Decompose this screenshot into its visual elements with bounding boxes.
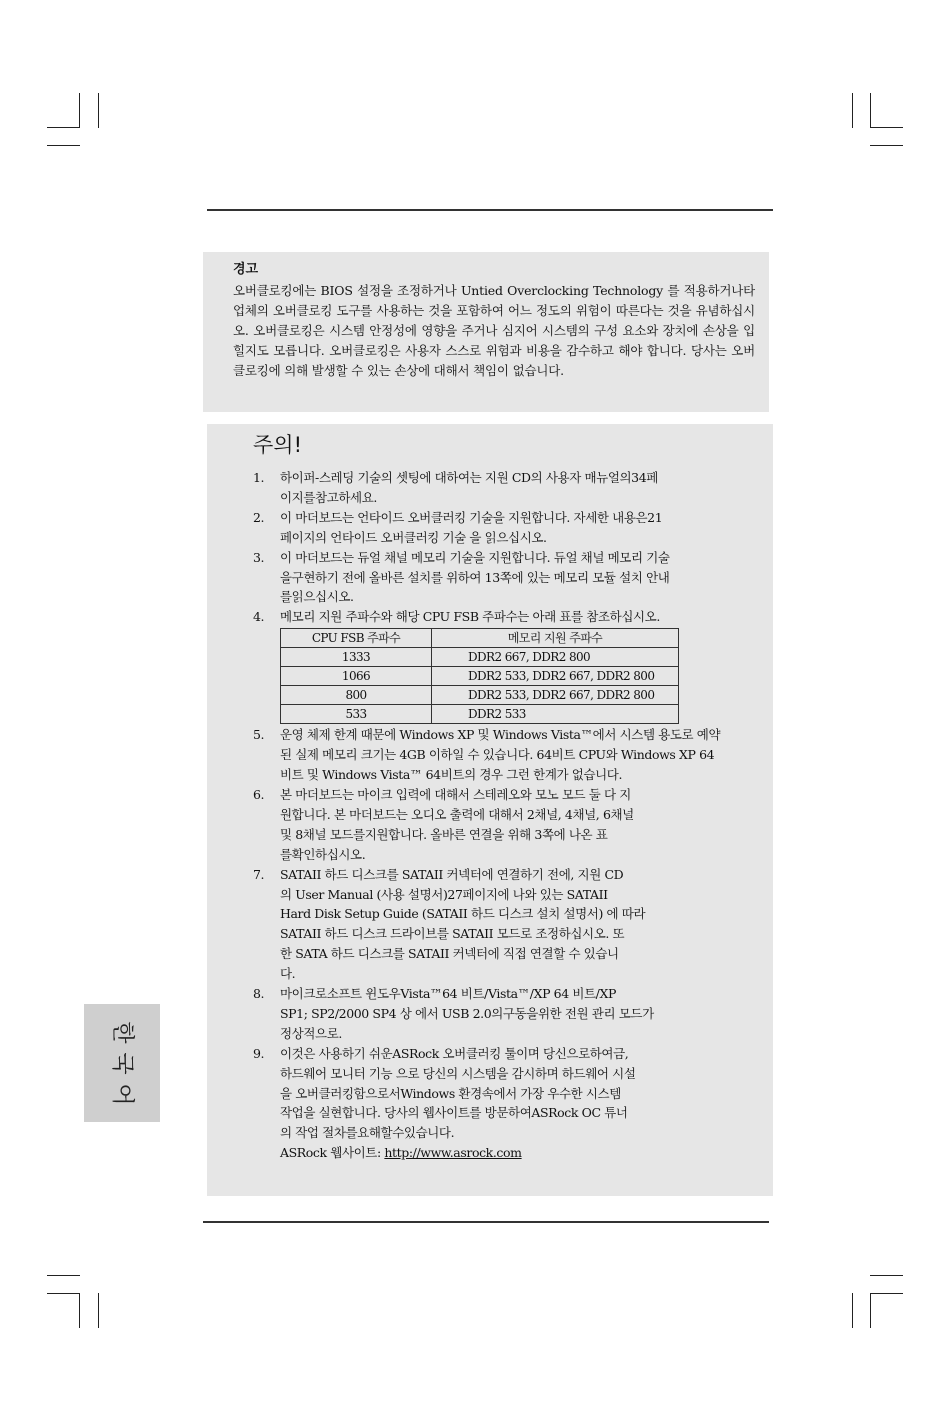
note-line: 이지를참고하세요. [280, 489, 377, 505]
note-item-5 [253, 725, 733, 785]
note-number: 2. [253, 509, 265, 525]
note-number: 3. [253, 549, 265, 565]
crop-mark [47, 145, 80, 146]
note-line: 를읽으십시오. [280, 589, 354, 605]
footer-rule [203, 1221, 769, 1223]
table-cell-memory: DDR2 667, DDR2 800 [432, 648, 679, 667]
note-line: 의 User Manual (사용 설명서)27페이지에 나와 있는 SATAII [280, 886, 608, 902]
crop-mark [852, 93, 853, 128]
note-line: 본 마더보드는 마이크 입력에 대해서 스테레오와 모노 모드 둘 다 지 [280, 786, 631, 802]
note-line: 작업을 실현합니다. 당사의 웹사이트를 방문하여ASRock OC 튜너 [280, 1105, 628, 1121]
table-header-cell: CPU FSB 주파수 [281, 629, 432, 648]
crop-mark [870, 93, 871, 128]
note-number: 7. [253, 866, 265, 882]
note-line: 의 작업 절차를요해할수있습니다. [280, 1125, 455, 1141]
note-line: 운영 체제 한계 때문에 Windows XP 및 Windows Vista™에서 시스템 용도로 예약 [280, 727, 721, 743]
note-line: 원합니다. 본 마더보드는 오디오 출력에 대해서 2채널, 4채널, 6채널 [280, 806, 634, 822]
note-number: 9. [253, 1045, 265, 1061]
note-line: 된 실제 메모리 크기는 4GB 이하일 수 있습니다. 64비트 CPU와 Windows XP 64 [280, 747, 715, 763]
note-number: 5. [253, 727, 265, 743]
note-item-6 [253, 785, 733, 865]
warning-box [203, 252, 769, 412]
crop-mark [98, 1293, 99, 1328]
notes-box [207, 424, 773, 1196]
header-rule [207, 209, 773, 211]
crop-mark [79, 1293, 80, 1328]
crop-mark [47, 127, 80, 128]
table-cell-fsb: 1333 [281, 648, 432, 667]
crop-mark [47, 1275, 80, 1276]
note-line: Hard Disk Setup Guide (SATAII 하드 디스크 설치 설명서) 에 따라 [280, 906, 646, 922]
crop-mark [870, 1275, 903, 1276]
note-line: 및 8채널 모드를지원합니다. 올바른 연결을 위해 3쪽에 나온 표 [280, 826, 608, 842]
warning-title: 경고 [233, 262, 259, 277]
note-number: 4. [253, 609, 265, 625]
note-number: 8. [253, 986, 265, 1002]
note-line: 을구현하기 전에 올바른 설치를 위하여 13쪽에 있는 메모리 모듈 설치 안내 [280, 569, 670, 585]
note-item-9 [253, 1044, 733, 1163]
website-link[interactable]: http://www.asrock.com [384, 1145, 522, 1161]
note-line: 이 마더보드는 언타이드 오버클러킹 기술을 지원합니다. 자세한 내용은21 [280, 509, 663, 525]
table-cell-fsb: 1066 [281, 667, 432, 686]
crop-mark [98, 93, 99, 128]
note-item-2 [253, 508, 733, 548]
note-line: SATAII 하드 디스크를 SATAII 커넥터에 연결하기 전에, 지원 CD [280, 866, 624, 882]
table-row [281, 686, 679, 705]
table-cell-memory: DDR2 533 [432, 705, 679, 724]
note-line: 을 오버클러킹함으로서Windows 환경속에서 가장 우수한 시스템 [280, 1085, 621, 1101]
note-line: SP1; SP2/2000 SP4 상 에서 USB 2.0의구동을위한 전원 관리 모드가 [280, 1005, 654, 1021]
note-number: 6. [253, 786, 265, 802]
crop-mark [47, 1293, 80, 1294]
warning-text: 오버클로킹에는 BIOS 설정을 조정하거나 Untied Overclocking Technology 를 적용하거나타업체의 오버클로킹 도구를 사용하는 것을 포함하여 어느 정도의 위험이 따른다는 것을 유념하십시오. 오버클로킹은 시스템 안정성에 영향을 주거나 심지어 시스템의 구성 요소와 장치에 손상을 입힐지도 모릅니다. 오버클로킹은 사용자 스스로 위험과 비용을 감수하고 해야 합니다. 당사는 오버클로킹에 의해 발생할 수 있는 손상에 대해서 책임이 없습니다. [233, 283, 755, 378]
note-item-7 [253, 865, 733, 984]
note-item-4 [253, 607, 733, 724]
note-line: 한 SATA 하드 디스크를 SATAII 커넥터에 직접 연결할 수 있습니 [280, 946, 619, 962]
note-line: 하드웨어 모니터 기능 으로 당신의 시스템을 감시하며 하드웨어 시설 [280, 1065, 636, 1081]
note-line: 이 마더보드는 듀얼 채널 메모리 기술을 지원합니다. 듀얼 채널 메모리 기술 [280, 549, 670, 565]
note-line: 를확인하십시오. [280, 846, 366, 862]
table-header-cell: 메모리 지원 주파수 [432, 629, 679, 648]
note-line: 하이퍼-스레딩 기술의 셋팅에 대하여는 지원 CD의 사용자 매뉴얼의34페 [280, 470, 658, 485]
crop-mark [870, 1293, 903, 1294]
note-line: 정상적으로. [280, 1025, 342, 1041]
crop-mark [870, 127, 903, 128]
crop-mark [79, 93, 80, 128]
website-label: ASRock 웹사이트: [280, 1145, 385, 1161]
side-tab-char: 한 [109, 1020, 136, 1044]
memory-frequency-table [280, 628, 679, 724]
crop-mark [870, 1293, 871, 1328]
note-item-1 [253, 468, 733, 508]
table-header-row [281, 629, 679, 648]
note-line: SATAII 하드 디스크 드라이브를 SATAII 모드로 조정하십시오. 또 [280, 926, 625, 942]
note-line: 메모리 지원 주파수와 해당 CPU FSB 주파수는 아래 표를 참조하십시오. [280, 609, 660, 625]
note-item-3 [253, 548, 733, 608]
table-cell-memory: DDR2 533, DDR2 667, DDR2 800 [432, 686, 679, 705]
crop-mark [870, 145, 903, 146]
note-line: 마이크로소프트 윈도우Vista™64 비트/Vista™/XP 64 비트/XP [280, 986, 617, 1002]
table-row [281, 667, 679, 686]
side-tab-char: 어 [109, 1082, 136, 1106]
note-line: 다. [280, 966, 296, 982]
crop-mark [852, 1293, 853, 1328]
table-row [281, 648, 679, 667]
table-cell-memory: DDR2 533, DDR2 667, DDR2 800 [432, 667, 679, 686]
table-row [281, 705, 679, 724]
website-line [280, 1143, 733, 1163]
note-line: 페이지의 언타이드 오버클러킹 기술 을 읽으십시오. [280, 529, 547, 545]
side-tab-char: 국 [109, 1051, 136, 1075]
note-line: 이것은 사용하기 쉬운ASRock 오버클러킹 툴이며 당신으로하여금, [280, 1045, 629, 1061]
note-item-8 [253, 984, 733, 1044]
table-cell-fsb: 533 [281, 705, 432, 724]
notes-title: 주의! [253, 433, 302, 457]
table-cell-fsb: 800 [281, 686, 432, 705]
note-number: 1. [253, 470, 265, 485]
note-line: 비트 및 Windows Vista™ 64비트의 경우 그런 한계가 없습니다. [280, 767, 623, 783]
language-side-tab [84, 1004, 160, 1122]
